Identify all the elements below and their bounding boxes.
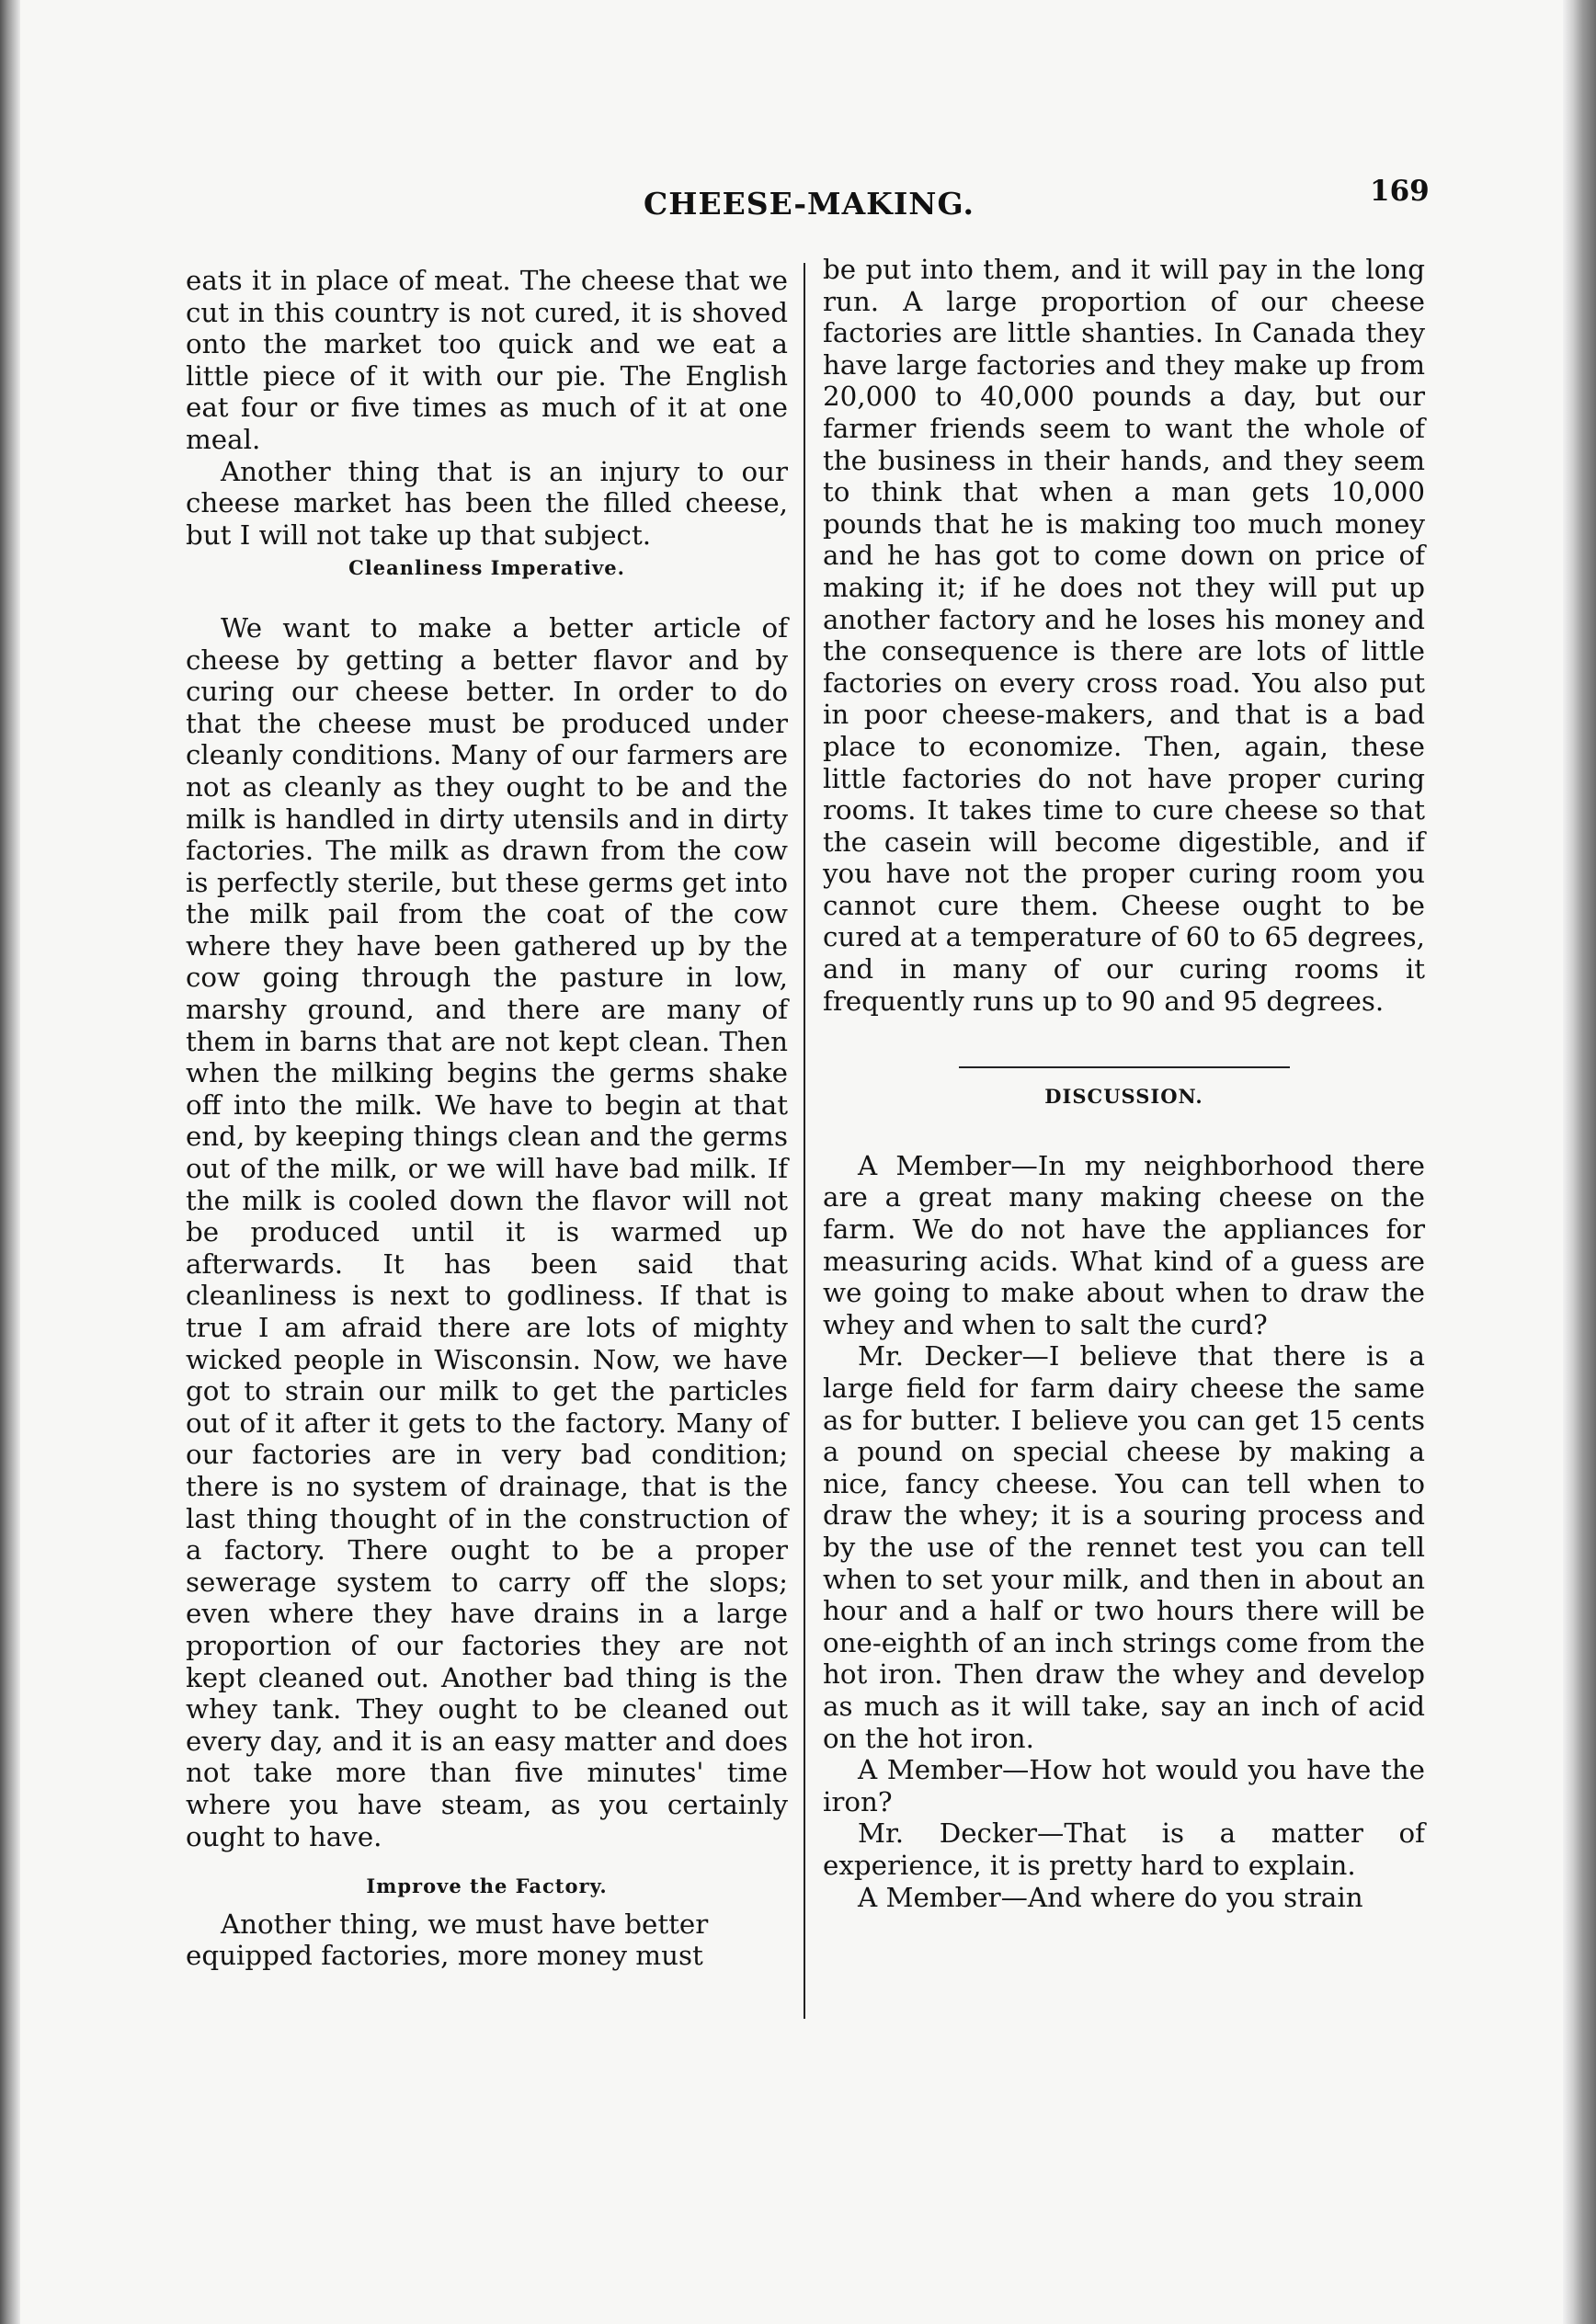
discussion-paragraph-2: Mr. Decker—I believe that there is a large field for farm dairy cheese the same as for butter. I believe you can get 15 cents a pound on special cheese by making a nice, fancy cheese. You can tell when to draw the whey; it is a souring process and by the use of the rennet test you can tell when to set your milk, and then in about an hour and a half or two hours there will be one-eighth of an inch strings come from the hot iron. Then draw the whey and develop as much as it will take, say an inch of acid on the hot iron. (823, 1340, 1425, 1754)
scan-shadow-right (1563, 0, 1596, 2324)
page-number: 169 (1370, 175, 1430, 208)
scan-shadow-left (0, 0, 20, 2324)
discussion-paragraph-5: A Member—And where do you strain (858, 1881, 1363, 1913)
left-paragraph-4: Another thing, we must have better equipped factories, more money must (186, 1908, 709, 1972)
left-column (186, 265, 788, 1972)
left-paragraph-1: eats it in place of meat. The cheese that we cut in this country is not cured, it is shoved onto the market too quick and we eat a little piece of it with our pie. The English eat four or five times as much of it at one meal. (186, 265, 788, 455)
left-paragraph-3: We want to make a better article of cheese by getting a better flavor and by curing our cheese better. In order to do that the cheese must be produced under cleanly conditions. Many of our farmers are not as cleanly as they ought to be and the milk is handled in dirty utensils and in dirty factories. The milk as drawn from the cow is perfectly sterile, but these germs get into the milk pail from the coat of the cow where they have been gathered up by the cow going through the pasture in low, marshy ground, and there are many of them in barns that are not kept clean. Then when the milking begins the germs shake off into the milk. We have to begin at that end, by keeping things clean and the germs out of the milk, or we will have bad milk. If the milk is cooled down the flavor will not be produced until it is warmed up afterwards. It has been said that cleanliness is next to godliness. If that is true I am afraid there are lots of mighty wicked people in Wisconsin. Now, we have got to strain our milk to get the particles out of it after it gets to the factory. Many of our factories are in very bad condition; there is no system of drainage, that is the last thing thought of in the construction of a factory. There ought to be a proper sewerage system to carry off the slops; even where they have drains in a large proportion of our factories they are not kept cleaned out. Another bad thing is the whey tank. They ought to be cleaned out every day, and it is an easy matter and does not take more than five minutes' time where you have steam, as you certainly ought to have. (186, 611, 788, 1852)
column-divider (804, 263, 805, 2019)
discussion-paragraph-3: A Member—How hot would you have the iron? (823, 1754, 1425, 1817)
discussion-heading: DISCUSSION. (1044, 1085, 1203, 1109)
discussion-paragraph-1: A Member—In my neighborhood there are a great many making cheese on the farm. We do not have the appliances for measuring acids. What kind of a guess are we going to make about when to draw the whey and when to salt the curd? (823, 1149, 1425, 1340)
subheading-cleanliness: Cleanliness Imperative. (348, 556, 625, 580)
left-paragraph-2: Another thing that is an injury to our cheese market has been the filled cheese, but I will not take up that subject. (186, 455, 788, 551)
right-column (823, 254, 1425, 1913)
section-divider (959, 1066, 1290, 1068)
running-title: CHEESE-MAKING. (644, 186, 975, 222)
right-paragraph-1: be put into them, and it will pay in the long run. A large proportion of our cheese factories are little shanties. In Canada they have large factories and they make up from 20,000 to 40,000 pounds a day, but our farmer friends seem to want the whole of the business in their hands, and they seem to think that when a man gets 10,000 pounds that he is making too much money and he has got to come down on price of making it; if he does not they will put up another factory and he loses his money and the consequence is there are lots of little factories on every cross road. You also put in poor cheese-makers, and that is a bad place to economize. Then, again, these little factories do not have proper curing rooms. It takes time to cure cheese so that the casein will become digestible, and if you have not the proper curing room you cannot cure them. Cheese ought to be cured at a temperature of 60 to 65 degrees, and in many of our curing rooms it frequently runs up to 90 and 95 degrees. (823, 254, 1425, 1017)
discussion-paragraph-4: Mr. Decker—That is a matter of experience, it is pretty hard to explain. (823, 1817, 1425, 1881)
subheading-improve-factory: Improve the Factory. (366, 1874, 608, 1898)
